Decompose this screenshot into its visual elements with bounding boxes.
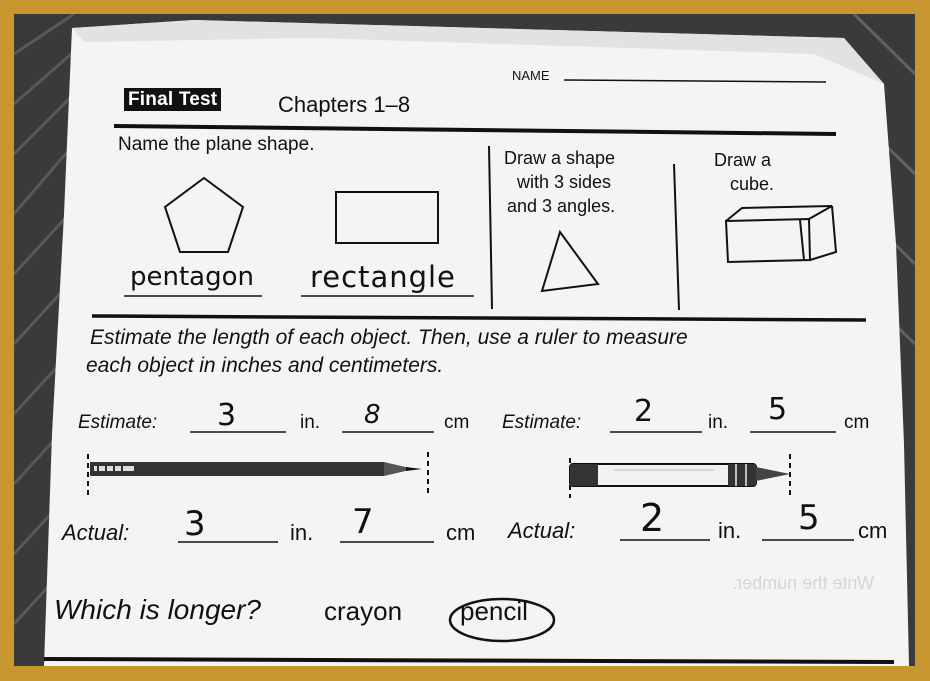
- pencil-estimate-cm-unit: cm: [444, 412, 470, 433]
- crayon-estimate-label: Estimate:: [502, 412, 582, 433]
- pencil-actual-in-unit: in.: [290, 520, 314, 545]
- chapters-title: Chapters 1–8: [278, 92, 411, 117]
- worksheet-photo: [14, 14, 915, 666]
- answer-rectangle: rectangle: [310, 260, 456, 294]
- pencil-actual-cm-unit: cm: [446, 520, 476, 545]
- measurement-graphics: [14, 14, 915, 666]
- pencil-actual-cm: 7: [352, 502, 374, 542]
- crayon-actual-cm-unit: cm: [858, 518, 888, 543]
- crayon-estimate-cm-unit: cm: [844, 412, 870, 433]
- answer-pentagon: pentagon: [130, 262, 254, 292]
- pencil-estimate-in: 3: [217, 398, 237, 433]
- final-test-badge: Final Test: [124, 88, 221, 111]
- crayon-actual-cm: 5: [798, 498, 820, 538]
- pencil-actual-in: 3: [184, 504, 206, 544]
- svg-text:Write the number.: Write the number.: [732, 573, 874, 593]
- shape-prompt: Name the plane shape.: [118, 134, 315, 155]
- crayon-image: [570, 454, 790, 498]
- triangle-prompt-line-2: with 3 sides: [517, 172, 612, 192]
- pencil-estimate-label: Estimate:: [78, 412, 158, 433]
- compare-question: Which is longer?: [54, 594, 261, 625]
- cube-prompt-line-1: Draw a: [714, 150, 772, 170]
- measure-instruction-line-1: Estimate the length of each object. Then, use a ruler to measure: [90, 326, 688, 349]
- pencil-estimate-cm: 8: [364, 400, 381, 430]
- compare-option-crayon: crayon: [324, 596, 403, 626]
- crayon-estimate-in: 2: [634, 394, 654, 429]
- triangle-prompt-line-1: Draw a shape: [504, 148, 616, 168]
- cube-prompt-line-2: cube.: [730, 174, 775, 194]
- pencil-estimate-in-unit: in.: [300, 412, 321, 433]
- compare-option-pencil: pencil: [460, 596, 528, 626]
- name-label: NAME: [512, 68, 550, 83]
- crayon-actual-in: 2: [640, 496, 665, 540]
- pencil-actual-label: Actual:: [62, 520, 130, 545]
- crayon-actual-in-unit: in.: [718, 518, 742, 543]
- triangle-prompt-line-3: and 3 angles.: [507, 196, 616, 216]
- crayon-estimate-cm: 5: [768, 392, 788, 427]
- crayon-estimate-in-unit: in.: [708, 412, 729, 433]
- pencil-image: [88, 452, 428, 498]
- measure-instruction-line-2: each object in inches and centimeters.: [86, 354, 444, 377]
- crayon-actual-label: Actual:: [508, 518, 576, 543]
